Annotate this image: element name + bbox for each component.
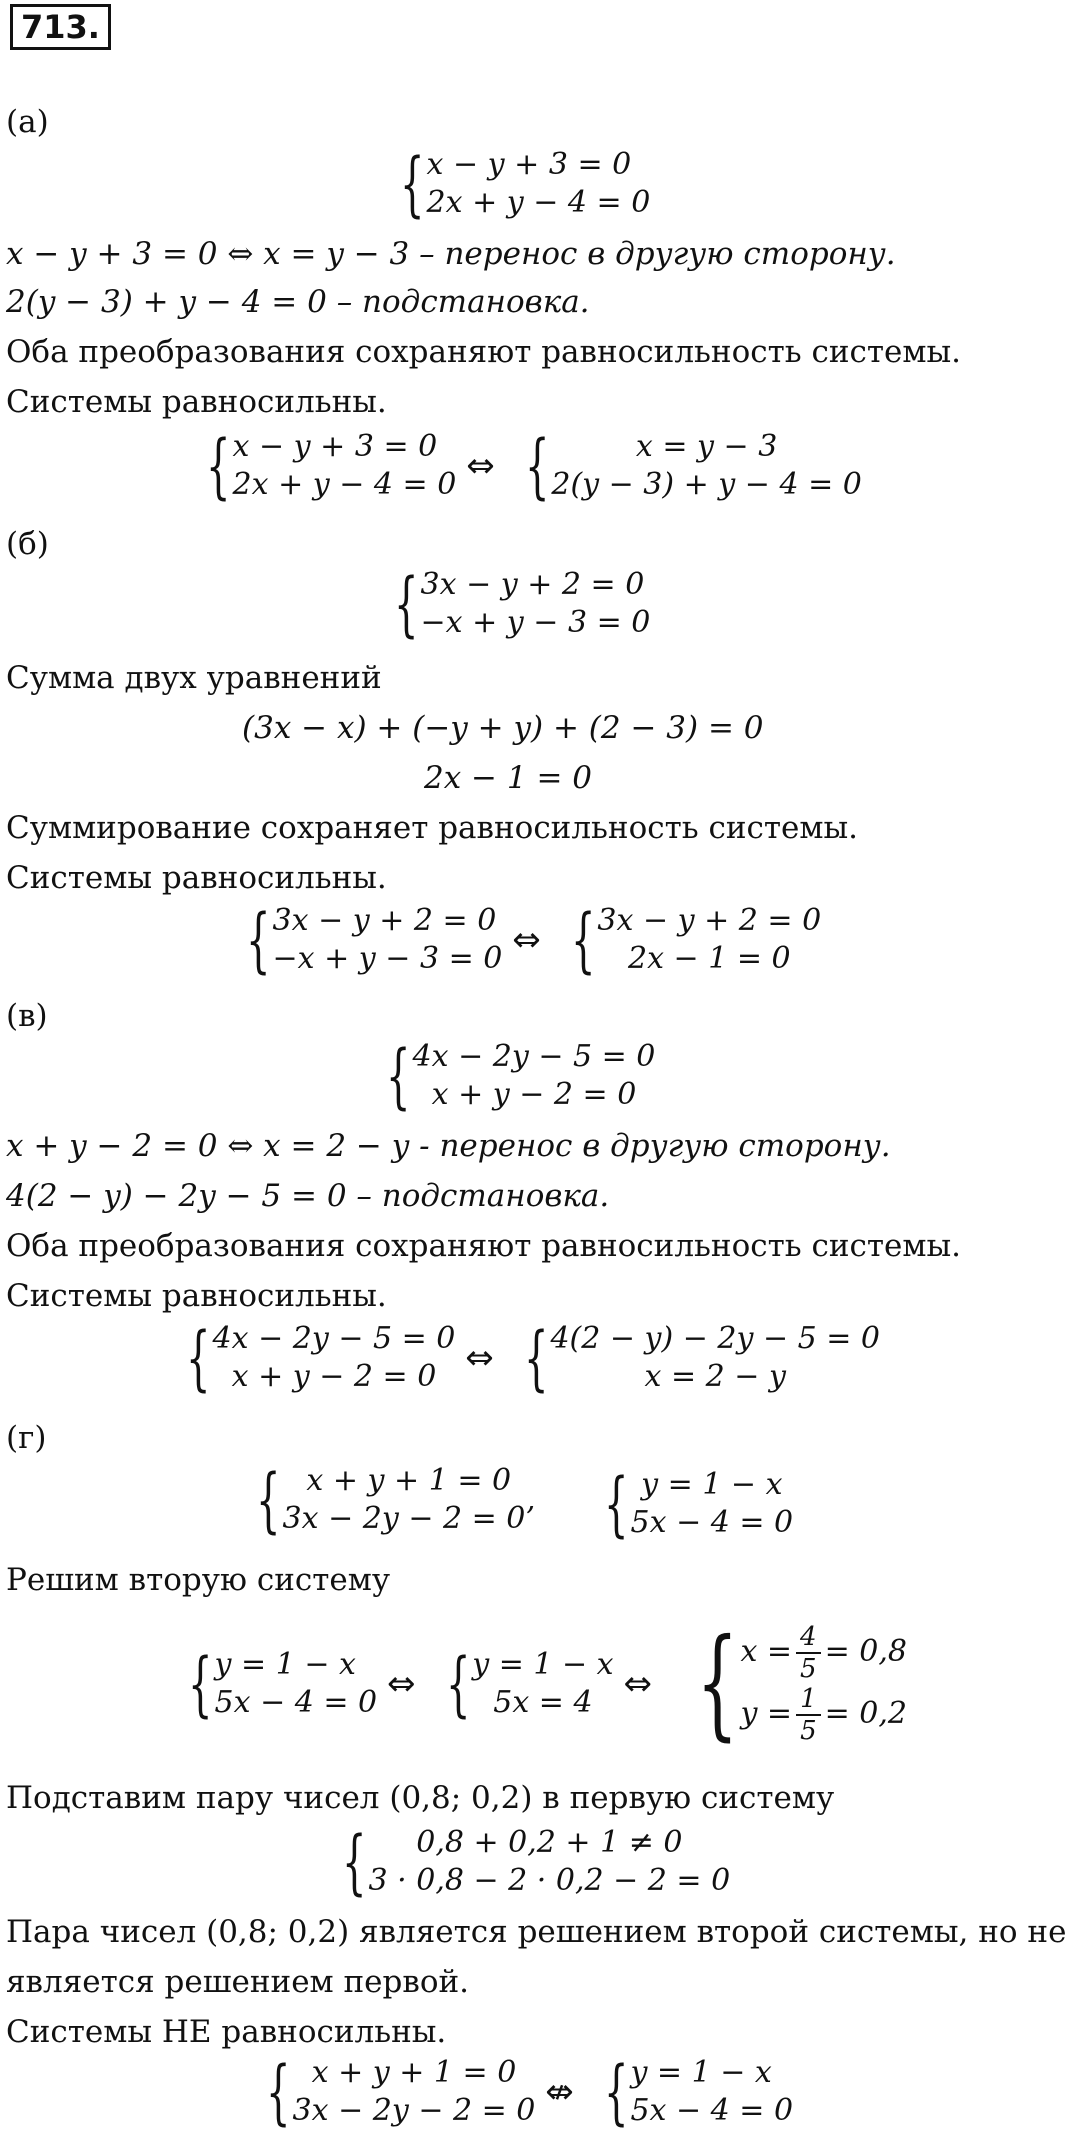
part-c-label: (в) — [6, 998, 48, 1034]
part-c-line-3: Оба преобразования сохраняют равносильность системы. — [6, 1228, 961, 1264]
part-a-line-1: x − y + 3 = 0 ⇔ x = y − 3 – перенос в другую сторону. — [6, 236, 896, 272]
equation: −x + y − 3 = 0 — [420, 605, 651, 640]
brace-icon: { — [604, 1463, 629, 1545]
part-c-equivalence — [166, 1317, 881, 1399]
brace-icon: { — [570, 899, 596, 981]
part-d-line-1: Решим вторую систему — [6, 1562, 391, 1598]
part-d-solution-chain — [168, 1614, 907, 1753]
part-b-sum-equation: (3x − x) + (−y + y) + (2 − 3) = 0 — [242, 710, 764, 746]
brace-icon: { — [400, 143, 425, 225]
equivalence-icon: ⇔ — [387, 1664, 416, 1704]
equation: 3 · 0,8 − 2 · 0,2 − 2 = 0 — [368, 1863, 731, 1898]
solution-x — [740, 1622, 907, 1684]
equation: 4x − 2y − 5 = 0 — [212, 1321, 456, 1356]
equivalence-icon: ⇔ — [623, 1664, 653, 1704]
equation: y = 1 − x — [641, 1467, 783, 1502]
brace-icon: { — [603, 2051, 629, 2133]
part-a-line-4: Системы равносильны. — [6, 384, 387, 420]
equation: x − y + 3 = 0 — [232, 429, 438, 464]
part-a-equivalence — [186, 425, 862, 507]
equation: x − y + 3 = 0 — [426, 147, 632, 182]
equation: 2x − 1 = 0 — [627, 941, 791, 976]
equation: x + y + 1 = 0 — [311, 2055, 517, 2090]
equation: 5x − 4 = 0 — [630, 2093, 794, 2128]
part-a-line-3: Оба преобразования сохраняют равносильность системы. — [6, 334, 961, 370]
brace-icon: { — [266, 2051, 291, 2133]
brace-icon: { — [523, 1317, 549, 1399]
part-c-line-4: Системы равносильны. — [6, 1278, 387, 1314]
equation: 0,8 + 0,2 + 1 ≠ 0 — [416, 1825, 683, 1860]
equation: 3x − y + 2 = 0 — [272, 903, 497, 938]
fraction — [796, 1622, 821, 1684]
brace-icon: { — [246, 899, 271, 981]
denominator: 5 — [800, 1716, 817, 1746]
y-label: y = — [740, 1696, 793, 1731]
equation: y = 1 − x — [472, 1647, 614, 1682]
part-b-line-2: Суммирование сохраняет равносильность системы. — [6, 810, 859, 846]
brace-icon: { — [445, 1643, 471, 1725]
equation: 3x − 2y − 2 = 0’ — [282, 1501, 535, 1536]
fraction — [796, 1684, 821, 1746]
equation: 2(y − 3) + y − 4 = 0 — [551, 467, 862, 502]
part-d-system-first — [236, 1459, 535, 1541]
not-equivalence-icon: ⇎ — [545, 2072, 574, 2112]
equation: 2x + y − 4 = 0 — [232, 467, 457, 502]
equation: y = 1 − x — [214, 1647, 356, 1682]
part-d-label: (г) — [6, 1420, 47, 1456]
equation: 2x + y − 4 = 0 — [426, 185, 651, 220]
equation: x = y − 3 — [635, 429, 778, 464]
brace-icon: { — [524, 425, 550, 507]
part-b-result-equation: 2x − 1 = 0 — [424, 760, 593, 796]
part-d-non-equivalence — [246, 2051, 794, 2133]
equation: 4(2 − y) − 2y − 5 = 0 — [550, 1321, 881, 1356]
part-d-system-second — [584, 1463, 794, 1545]
equation: x = 2 − y — [644, 1359, 786, 1394]
brace-icon: { — [186, 1317, 211, 1399]
equation: −x + y − 3 = 0 — [272, 941, 503, 976]
part-c-system — [366, 1035, 656, 1117]
brace-icon: { — [386, 1035, 411, 1117]
equivalence-icon: ⇔ — [465, 1338, 494, 1378]
part-b-equivalence — [226, 899, 822, 981]
equation: 5x = 4 — [493, 1685, 593, 1720]
numerator: 4 — [796, 1622, 821, 1654]
part-d-check-system — [322, 1821, 731, 1903]
part-d-line-2: Подставим пару чисел (0,8; 0,2) в первую систему — [6, 1780, 835, 1816]
part-a-line-2: 2(y − 3) + y − 4 = 0 – подстановка. — [6, 284, 590, 320]
brace-icon: { — [188, 1643, 213, 1725]
part-b-system — [374, 563, 651, 645]
equivalence-icon: ⇔ — [512, 920, 541, 960]
equation: x + y + 1 = 0 — [306, 1463, 512, 1498]
denominator: 5 — [800, 1654, 817, 1684]
equivalence-icon: ⇔ — [466, 446, 495, 486]
equation: 4x − 2y − 5 = 0 — [412, 1039, 656, 1074]
brace-icon: { — [394, 563, 419, 645]
part-d-line-5: Системы НЕ равносильны. — [6, 2014, 447, 2050]
part-b-line-3: Системы равносильны. — [6, 860, 387, 896]
equation: 3x − 2y − 2 = 0 — [292, 2093, 536, 2128]
x-label: x = — [740, 1634, 793, 1669]
equation: x + y − 2 = 0 — [431, 1077, 637, 1112]
brace-icon: { — [342, 1821, 367, 1903]
part-b-line-1: Сумма двух уравнений — [6, 660, 382, 696]
equation: 3x − y + 2 = 0 — [420, 567, 645, 602]
brace-icon: { — [206, 425, 231, 507]
brace-icon: { — [256, 1459, 281, 1541]
part-d-line-4: является решением первой. — [6, 1964, 470, 2000]
numerator: 1 — [796, 1684, 821, 1716]
problem-number: 713. — [10, 4, 111, 50]
brace-icon: { — [696, 1614, 739, 1753]
equation: 3x − y + 2 = 0 — [597, 903, 822, 938]
part-b-label: (б) — [6, 526, 49, 562]
part-c-line-2: 4(2 − y) − 2y − 5 = 0 – подстановка. — [6, 1178, 610, 1214]
equation: 5x − 4 = 0 — [630, 1505, 794, 1540]
equation: 5x − 4 = 0 — [214, 1685, 378, 1720]
equation: x + y − 2 = 0 — [231, 1359, 437, 1394]
part-a-system — [380, 143, 651, 225]
part-d-line-3: Пара чисел (0,8; 0,2) является решением второй системы, но не — [6, 1914, 1066, 1950]
solution-y — [740, 1684, 907, 1746]
equation: y = 1 − x — [630, 2055, 772, 2090]
y-value: = 0,2 — [824, 1696, 907, 1731]
part-a-label: (а) — [6, 104, 49, 140]
part-c-line-1: x + y − 2 = 0 ⇔ x = 2 − y - перенос в другую сторону. — [6, 1128, 891, 1164]
x-value: = 0,8 — [824, 1634, 907, 1669]
